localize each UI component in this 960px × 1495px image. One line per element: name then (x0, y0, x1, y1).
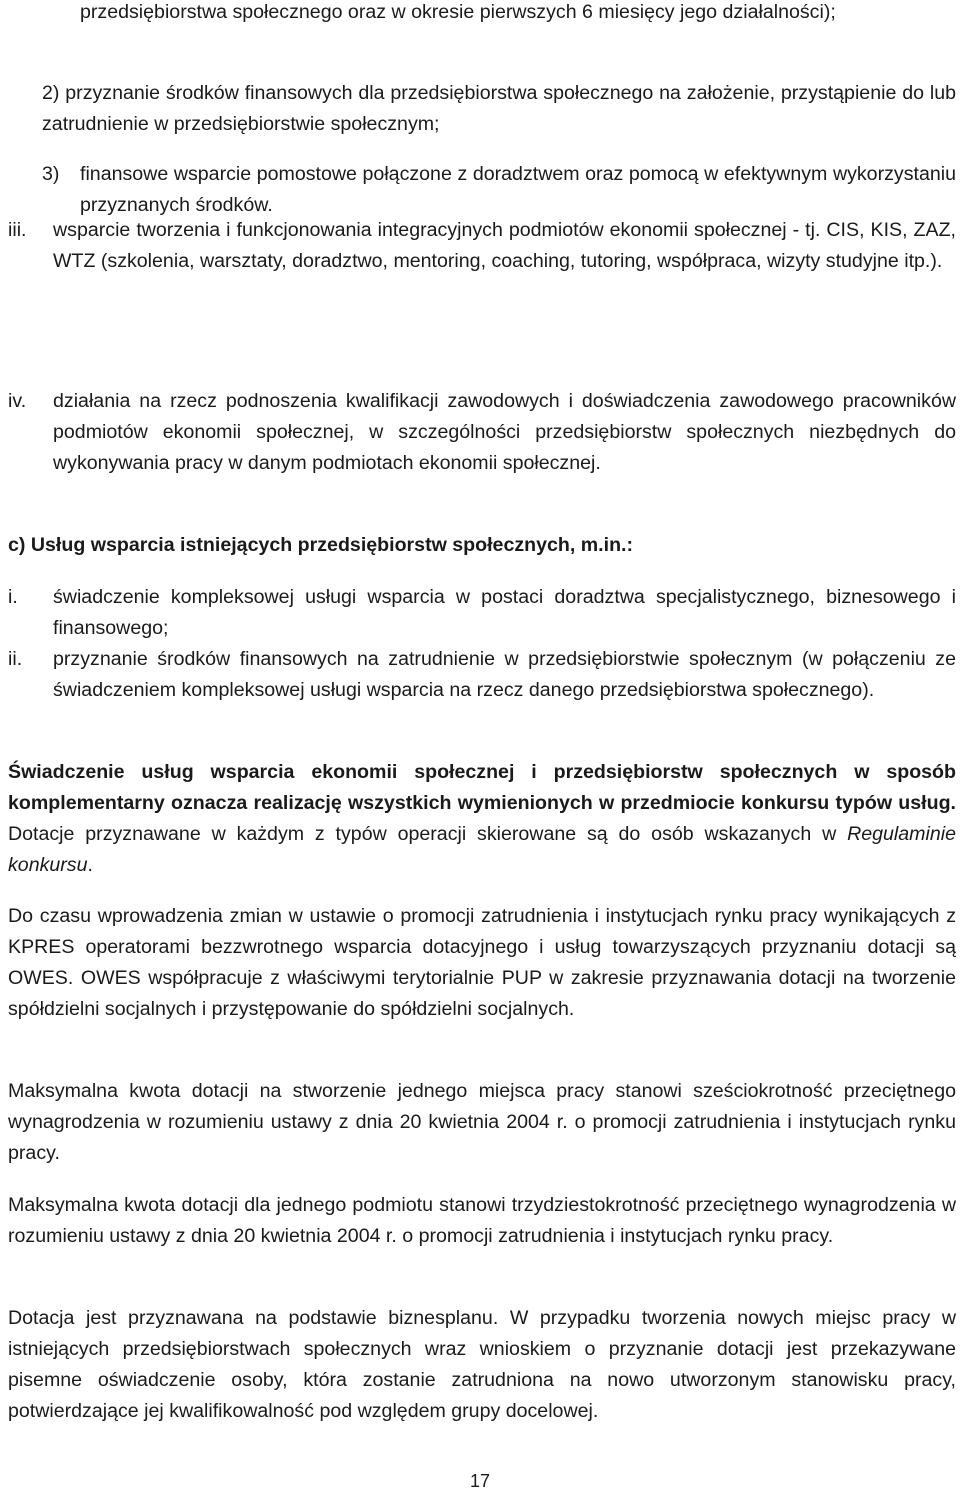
section-c-item-i: świadczenie kompleksowej usługi wsparcia w postaci doradztwa specjalistycznego, biznesowego i finansowego; (53, 586, 956, 639)
paragraph-max-grant-per-job: Maksymalna kwota dotacji na stworzenie jednego miejsca pracy stanowi sześciokrotność przeciętnego wynagrodzenia w rozumieniu ustawy z dnia 20 kwietnia 2004 r. o promocji zatrudnienia i instytucjach rynku pracy. (8, 1080, 956, 1164)
section-c-label-ii: ii. (8, 648, 23, 670)
list-label-iv: iv. (8, 390, 27, 412)
paragraph-end-punctuation: . (87, 854, 93, 876)
paragraph-max-grant-per-entity: Maksymalna kwota dotacji dla jednego podmiotu stanowi trzydziestokrotność przeciętnego wynagrodzenia w rozumieniu ustawy z dnia 20 kwietnia 2004 r. o promocji zatrudnienia i instytucjach rynku pracy. (8, 1194, 956, 1247)
paragraph-normal-text: Dotacje przyznawane w każdym z typów operacji skierowane są do osób wskazanych w (8, 823, 848, 845)
list-item-iv: działania na rzecz podnoszenia kwalifikacji zawodowych i doświadczenia zawodowego pracowników podmiotów ekonomii społecznej, w szczególności przedsiębiorstw społecznych niezbędnych do wykonywania pracy w danym podmiotach ekonomii społecznej. (53, 390, 956, 474)
page-number: 17 (469, 1471, 491, 1491)
section-c-heading: c) Usług wsparcia istniejących przedsiębiorstw społecznych, m.in.: (8, 534, 634, 556)
paragraph-business-plan: Dotacja jest przyznawana na podstawie biznesplanu. W przypadku tworzenia nowych miejsc pracy w istniejących przedsiębiorstwach społecznych wraz wnioskiem o przyznanie dotacji jest przekazywane pisemne oświadczenie osoby, która zostanie zatrudniona na nowo utworzonym stanowisku pracy, potwierdzające jej kwalifikowalność pod względem grupy docelowej. (8, 1307, 956, 1422)
paragraph-bold-text: Świadczenie usług wsparcia ekonomii społecznej i przedsiębiorstw społecznych w sposób komplementarny oznacza realizację wszystkich wymienionych w przedmiocie konkursu typów usług. (8, 761, 956, 814)
list-item-iii: wsparcie tworzenia i funkcjonowania integracyjnych podmiotów ekonomii społecznej - tj. CIS, KIS, ZAZ, WTZ (szkolenia, warsztaty, doradztwo, mentoring, coaching, tutoring, współpraca, wizyty studyjne itp.). (53, 219, 956, 272)
paragraph-complementary-services (8, 757, 956, 881)
regulamin-italic-text: Regulaminie konkursu (8, 823, 956, 876)
paragraph-owes: Do czasu wprowadzenia zmian w ustawie o promocji zatrudnienia i instytucjach rynku pracy wynikających z KPRES operatorami bezzwrotnego wsparcia dotacyjnego i usług towarzyszących przyznaniu dotacji są OWES. OWES współpracuje z właściwymi terytorialnie PUP w zakresie przyznawania dotacji na tworzenie spółdzielni socjalnych i przystępowanie do spółdzielni socjalnych. (8, 905, 956, 1020)
list-label-iii: iii. (8, 219, 27, 241)
list-item-1-continuation: przedsiębiorstwa społecznego oraz w okresie pierwszych 6 miesięcy jego działalności); (80, 1, 836, 23)
section-c-label-i: i. (8, 586, 18, 608)
list-item-2: 2) przyznanie środków finansowych dla przedsiębiorstwa społecznego na założenie, przystąpienie do lub zatrudnienie w przedsiębiorstwie społecznym; (42, 82, 956, 135)
section-c-item-ii: przyznanie środków finansowych na zatrudnienie w przedsiębiorstwie społecznym (w połączeniu ze świadczeniem kompleksowej usługi wsparcia na rzecz danego przedsiębiorstwa społecznego). (53, 648, 956, 701)
list-item-3-text: finansowe wsparcie pomostowe połączone z doradztwem oraz pomocą w efektywnym wykorzystaniu przyznanych środków. (80, 163, 956, 216)
list-item-3-number: 3) (42, 163, 60, 185)
